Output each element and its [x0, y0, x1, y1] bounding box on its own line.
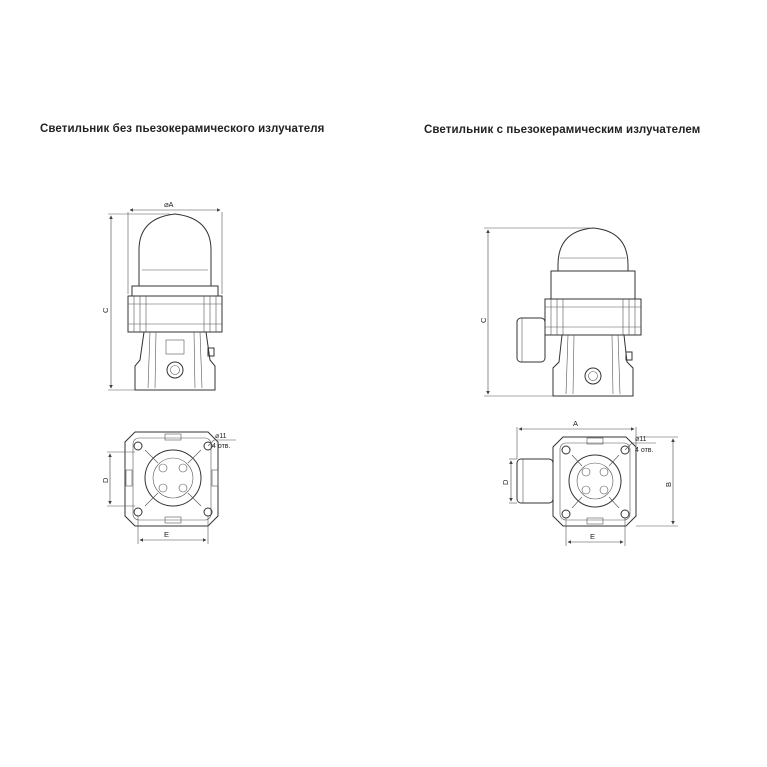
- dimension-label-e-left: E: [164, 530, 170, 539]
- hole-count-label-right: 4 отв.: [635, 447, 654, 454]
- dimension-label-d-left: D: [101, 477, 110, 483]
- dimension-label-b-right: B: [664, 481, 673, 487]
- right-top-view: [501, 419, 678, 546]
- left-side-view: [101, 200, 222, 390]
- hole-count-label-left: 4 отв.: [212, 443, 231, 450]
- hole-diameter-label-right: ⌀11: [635, 436, 647, 443]
- title-without-emitter: Светильник без пьезокерамического излучателя: [40, 123, 325, 135]
- dimension-label-diameter-a: ⌀A: [164, 200, 174, 209]
- dimension-label-c: C: [101, 307, 110, 313]
- right-side-view: [479, 228, 641, 396]
- dimension-label-e-right: E: [590, 532, 596, 541]
- hole-diameter-label-left: ⌀11: [215, 433, 227, 440]
- dimension-label-d-right: D: [501, 479, 510, 485]
- dimension-label-a-right: A: [573, 419, 579, 428]
- left-top-view: [101, 432, 236, 544]
- dimension-label-c-right: C: [479, 317, 488, 323]
- title-with-emitter: Светильник с пьезокерамическим излучателем: [424, 124, 701, 136]
